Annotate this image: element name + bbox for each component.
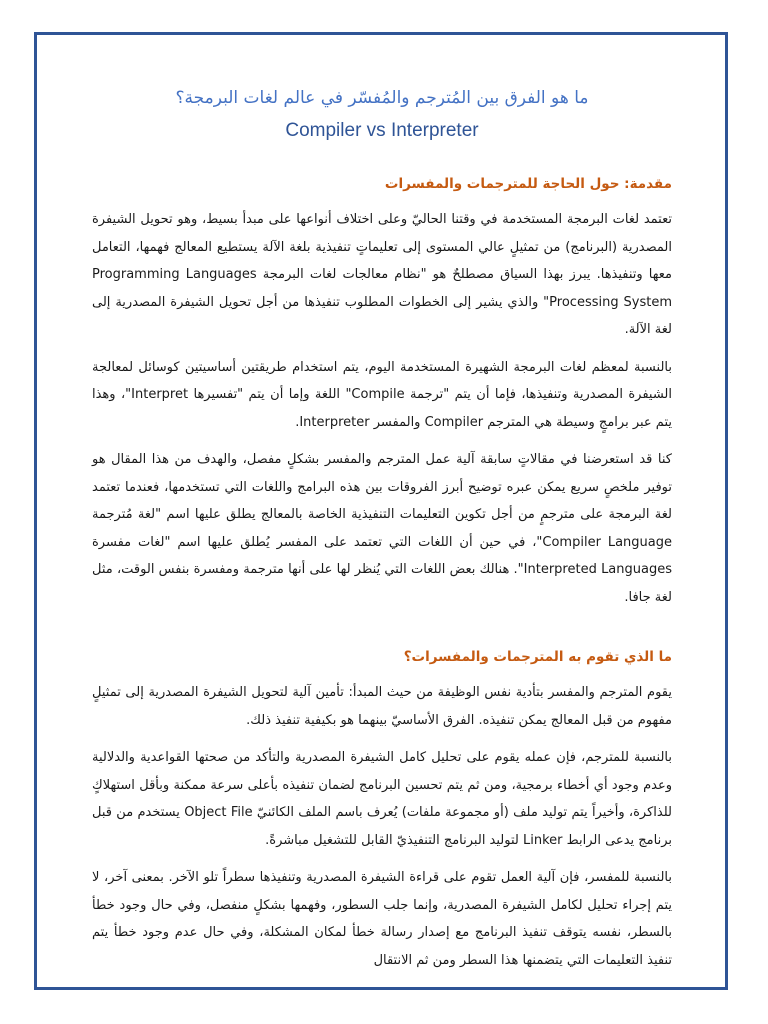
paragraph: يقوم المترجم والمفسر بتأدية نفس الوظيفة من حيث المبدأ: تأمين آلية لتحويل الشيفرة المصدرية إلى تمثيلٍ مفهوم من قبل المعالج يمكن تنفيذه. الفرق الأساسيّ بينهما هو بكيفية تنفيذ ذلك. xyxy=(92,685,672,728)
paragraph: بالنسبة لمعظم لغات البرمجة الشهيرة المستخدمة اليوم، يتم استخدام طريقتين أساسيتين كوسائل لمعالجة الشيفرة المصدرية وتنفيذها، فإما أن يتم "ترجمة Compile" اللغة وإما أن يتم "تفسيرها Interpret"، وهذا يتم عبر برامجٍ وسيطة هي المترجم Compiler والمفسر Interpreter. xyxy=(92,359,672,430)
document-title-arabic: ما هو الفرق بين المُترجم والمُفسّر في عالم لغات البرمجة؟ xyxy=(175,88,589,108)
document-title-english: Compiler vs Interpreter xyxy=(285,120,479,141)
section-heading: ما الذي تقوم به المترجمات والمفسرات؟ xyxy=(403,649,672,665)
paragraph: بالنسبة للمترجم، فإن عمله يقوم على تحليل كامل الشيفرة المصدرية والتأكد من صحتها القواعدية والدلالية وعدم وجود أي أخطاء برمجية، ومن ثم يتم تحسين البرنامج لضمان تنفيذه بأعلى سرعة ممكنة وبأقل استهلاكٍ للذاكرة، وأخيراً يتم توليد ملف (أو مجموعة ملفات) يُعرف باسم الملف الكائنيّ Object File يستخدم من قبل برنامج يدعى الرابط Linker لتوليد البرنامج التنفيذيّ القابل للتشغيل مباشرةً. xyxy=(92,750,672,848)
paragraph: كنا قد استعرضنا في مقالاتٍ سابقة آلية عمل المترجم والمفسر بشكلٍ مفصل، والهدف من هذا المقال هو توفير ملخصٍ سريع يمكن عبره توضيح أبرز الفروقات بين هذه البرامج واللغات التي تستخدمها، فعندما تعتمد لغة البرمجة على مترجمٍ من أجل تكوين التعليمات التنفيذية الخاصة بالمعالج يطلق عليها اسم "لغة مُترجمة Compiler Language"، في حين أن اللغات التي تعتمد على المفسر يُطلق عليها اسم "لغات مفسرة Interpreted Languages". هنالك بعض اللغات التي يُنظر لها على أنها مترجمة ومفسرة بنفس الوقت، مثل لغة جافا. xyxy=(92,452,672,605)
document-content xyxy=(92,70,672,984)
paragraph: تعتمد لغات البرمجة المستخدمة في وقتنا الحاليّ وعلى اختلاف أنواعها على مبدأ بسيط، وهو تحويل الشيفرة المصدرية (البرنامج) من تمثيلٍ عالي المستوى إلى تعليماتٍ تنفيذية بلغة الآلة يستطيع المعالج فهمها، التعامل معها وتنفيذها. يبرز بهذا السياق مصطلحٌ هو "نظام معالجات لغات البرمجة Programming Languages Processing System" والذي يشير إلى الخطوات المطلوب تنفيذها من أجل تحويل الشيفرة المصدرية إلى لغة الآلة. xyxy=(92,212,672,337)
section-intro xyxy=(92,176,672,611)
section-function xyxy=(92,649,672,974)
paragraph: بالنسبة للمفسر، فإن آلية العمل تقوم على قراءة الشيفرة المصدرية وتنفيذها سطراً تلو الآخر. بمعنى آخر، لا يتم إجراء تحليل لكامل الشيفرة المصدرية، وإنما جلب السطور، وفهمها بشكلٍ منفصل، وفي حال وجود خطأ بالسطر، نفسه يتوقف تنفيذ البرنامج مع إصدار رسالة خطأ لمكان المشكلة، وفي حال عدم وجود خطأ يتم تنفيذ التعليمات التي يتضمنها هذا السطر ومن ثم الانتقال xyxy=(92,870,672,968)
section-heading: مقدمة: حول الحاجة للمترجمات والمفسرات xyxy=(384,176,672,192)
